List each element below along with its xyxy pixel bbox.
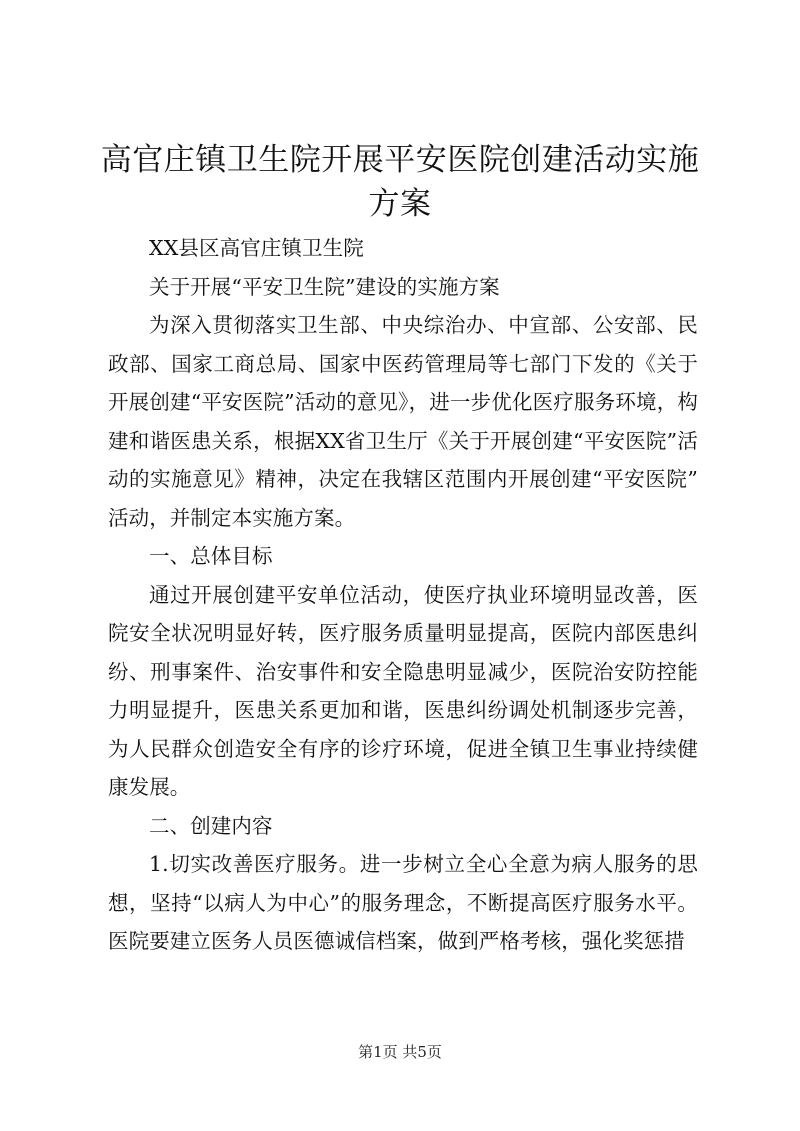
content-paragraph-1: 1.切实改善医疗服务。进一步树立全心全意为病人服务的思想，坚持“以病人为中心”的服务理念，不断提高医疗服务水平。医院要建立医务人员医德诚信档案，做到严格考核，强化奖惩措 [108,852,698,953]
page-number-footer: 第1页 共5页 [358,1043,442,1061]
organization-name: XX县区高官庄镇卫生院 [149,236,364,260]
document-title: 高官庄镇卫生院开展平安医院创建活动实施方案 [100,142,700,222]
goals-paragraph: 通过开展创建平安单位活动，使医疗执业环境明显改善，医院安全状况明显好转，医疗服务质量明显提高，医院内部医患纠纷、刑事案件、治安事件和安全隐患明显减少，医院治安防控能力明显提升，医患关系更加和谐，医患纠纷调处机制逐步完善，为人民群众创造安全有序的诊疗环境，促进全镇卫生事业持续健康发展。 [108,582,698,799]
document-body [108,229,698,961]
section-heading-goals: 一、总体目标 [149,544,273,568]
intro-paragraph: 为深入贯彻落实卫生部、中央综治办、中宣部、公安部、民政部、国家工商总局、国家中医药管理局等七部门下发的《关于开展创建“平安医院”活动的意见》，进一步优化医疗服务环境，构建和谐医患关系，根据XX省卫生厅《关于开展创建“平安医院”活动的实施意见》精神，决定在我辖区范围内开展创建“平安医院”活动，并制定本实施方案。 [108,313,698,530]
document-subtitle: 关于开展“平安卫生院”建设的实施方案 [149,274,500,299]
section-heading-content: 二、创建内容 [149,813,273,838]
